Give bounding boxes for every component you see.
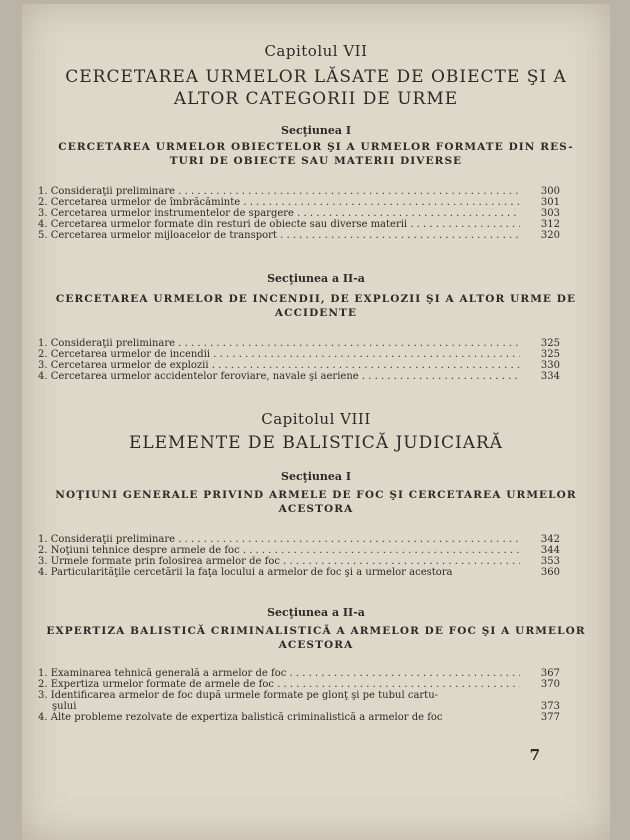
toc-page-number: 360 xyxy=(540,567,560,578)
section-label: Secţiunea a II-a xyxy=(267,272,365,285)
toc-page-number: 342 xyxy=(540,534,560,545)
section-title-line: ACESTORA xyxy=(278,503,354,515)
toc-entry xyxy=(38,219,560,230)
toc-page-number: 300 xyxy=(540,186,560,197)
toc-entry xyxy=(38,668,560,679)
section-label: Secţiunea I xyxy=(281,124,351,137)
toc-page-number: 334 xyxy=(540,371,560,382)
chapter-title xyxy=(52,66,580,110)
toc-page-number: 370 xyxy=(540,679,560,690)
toc-entry-title: 4. Particularităţile cercetării la faţa locului a armelor de foc şi a urmelor acestora xyxy=(38,567,453,578)
toc-list xyxy=(38,338,560,382)
toc-entry-title: 5. Cercetarea urmelor mijloacelor de transport . . . xyxy=(38,230,520,241)
toc-entry-title: 1. Examinarea tehnică generală a armelor de foc . . . xyxy=(38,668,520,679)
toc-page-number: 367 xyxy=(540,668,560,679)
chapter-title-line: CERCETAREA URMELOR LĂSATE DE OBIECTE ŞI A xyxy=(65,67,567,87)
toc-entry-title: 1. Consideraţii preliminare . . . xyxy=(38,534,518,545)
toc-entry-title: 2. Cercetarea urmelor de incendii . . . xyxy=(38,349,520,360)
toc-entry xyxy=(38,534,560,545)
toc-entry xyxy=(38,567,560,578)
toc-entry-title: 4. Cercetarea urmelor formate din resturi de obiecte sau diverse materii . . . xyxy=(38,219,520,230)
toc-entry xyxy=(38,679,560,690)
toc-entry xyxy=(38,371,560,382)
chapter-title-line: ALTOR CATEGORII DE URME xyxy=(173,89,459,109)
toc-page-number: 325 xyxy=(540,349,560,360)
section-title xyxy=(36,140,596,168)
toc-entry-title: 3. Cercetarea urmelor de explozii . . . xyxy=(38,360,520,371)
toc-page-number: 303 xyxy=(540,208,560,219)
chapter-label: Capitolul VII xyxy=(264,42,368,60)
toc-entry xyxy=(38,690,560,712)
section-title xyxy=(36,488,596,516)
section-title-line: NOŢIUNI GENERALE PRIVIND ARMELE DE FOC ŞI CERCETAREA URMELOR xyxy=(55,489,577,501)
section-title-line: CERCETAREA URMELOR OBIECTELOR ŞI A URMELOR FORMATE DIN RES- xyxy=(58,141,574,153)
toc-entry xyxy=(38,360,560,371)
toc-entry xyxy=(38,338,560,349)
toc-page-number: 353 xyxy=(540,556,560,567)
toc-entry-title: 3. Identificarea armelor de foc după urmele formate pe glonţ şi pe tubul cartu- xyxy=(38,690,439,701)
chapter-label: Capitolul VIII xyxy=(261,410,371,428)
section-title-line: ACCIDENTE xyxy=(274,307,358,319)
toc-entry-title: 3. Cercetarea urmelor instrumentelor de spargere . . . xyxy=(38,208,520,219)
toc-entry xyxy=(38,556,560,567)
toc-list xyxy=(38,534,560,578)
toc-page-number: 344 xyxy=(540,545,560,556)
section-title-line: CERCETAREA URMELOR DE INCENDII, DE EXPLOZII ŞI A ALTOR URME DE xyxy=(55,293,577,305)
section-title-line: TURI DE OBIECTE SAU MATERII DIVERSE xyxy=(169,155,463,167)
section-title xyxy=(36,292,596,320)
section-label: Secţiunea a II-a xyxy=(267,606,365,619)
section-title xyxy=(36,624,596,652)
toc-page-number: 320 xyxy=(540,230,560,241)
chapter-title: ELEMENTE DE BALISTICĂ JUDICIARĂ xyxy=(128,433,504,453)
toc-entry-title: 2. Noţiuni tehnice despre armele de foc . . . xyxy=(38,545,520,556)
toc-page-number: 325 xyxy=(540,338,560,349)
toc-page-number: 301 xyxy=(540,197,560,208)
toc-entry xyxy=(38,197,560,208)
toc-page-number: 377 xyxy=(540,712,560,723)
toc-entry xyxy=(38,545,560,556)
page-number: 7 xyxy=(529,746,540,764)
toc-page-number: 312 xyxy=(540,219,560,230)
toc-page-number: 330 xyxy=(540,360,560,371)
toc-page-number: 373 xyxy=(540,701,560,712)
toc-list xyxy=(38,186,560,241)
toc-entry-title: 2. Cercetarea urmelor de îmbrăcăminte . . . xyxy=(38,197,520,208)
toc-entry-title: 1. Consideraţii preliminare . . . xyxy=(38,186,518,197)
toc-entry-title-continued: şului xyxy=(52,701,77,712)
toc-entry xyxy=(38,712,560,723)
toc-entry xyxy=(38,349,560,360)
toc-entry xyxy=(38,230,560,241)
toc-entry-title: 1. Consideraţii preliminare . . . xyxy=(38,338,518,349)
toc-entry xyxy=(38,186,560,197)
toc-entry-title: 4. Cercetarea urmelor accidentelor feroviare, navale şi aeriene . . . xyxy=(38,371,520,382)
section-label: Secţiunea I xyxy=(281,470,351,483)
book-page xyxy=(22,4,610,840)
toc-entry-title: 2. Expertiza urmelor formate de armele de foc . . . xyxy=(38,679,520,690)
toc-list xyxy=(38,668,560,723)
toc-entry xyxy=(38,208,560,219)
toc-entry-title: 3. Urmele formate prin folosirea armelor de foc . . . xyxy=(38,556,520,567)
toc-entry-title: 4. Alte probleme rezolvate de expertiza balistică criminalistică a armelor de foc xyxy=(38,712,443,723)
section-title-line: ACESTORA xyxy=(278,639,354,651)
section-title-line: EXPERTIZA BALISTICĂ CRIMINALISTICĂ A ARMELOR DE FOC ŞI A URMELOR xyxy=(46,625,586,637)
